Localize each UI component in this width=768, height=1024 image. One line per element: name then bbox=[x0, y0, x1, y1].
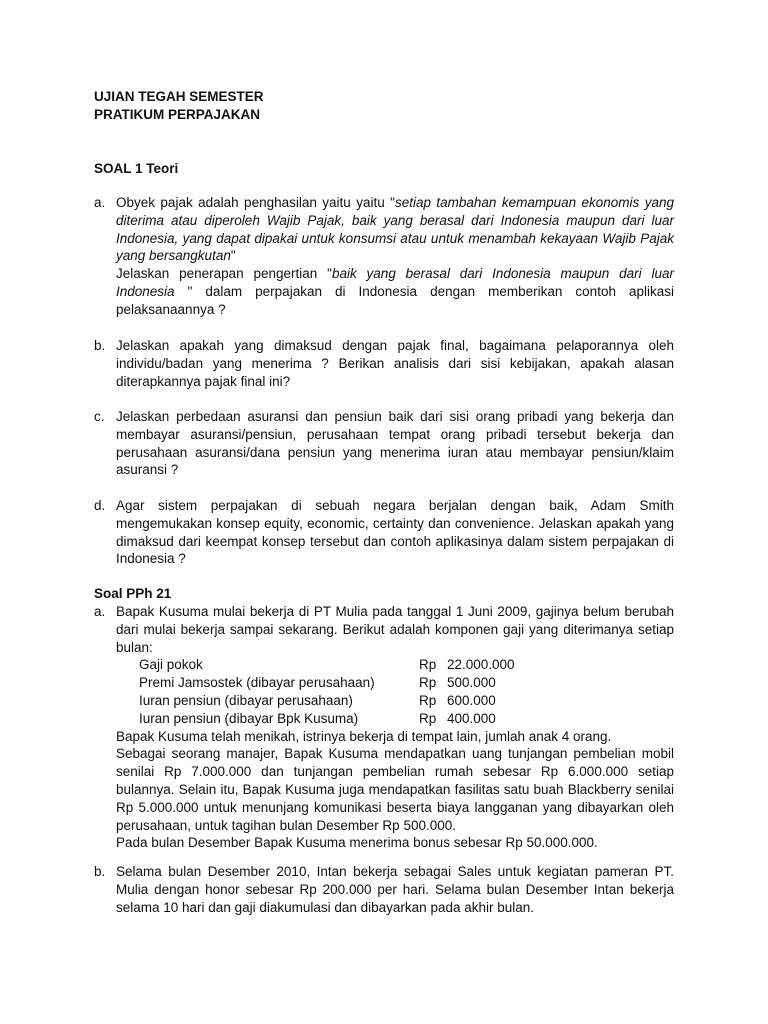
component-currency: Rp bbox=[419, 657, 437, 673]
item-letter: a. bbox=[94, 195, 106, 210]
component-amount: 500.000 bbox=[447, 675, 496, 691]
salary-component-row bbox=[139, 692, 674, 710]
component-currency: Rp bbox=[419, 675, 437, 691]
exam-subtitle: PRATIKUM PERPAJAKAN bbox=[94, 107, 261, 122]
question-item-a bbox=[94, 194, 674, 319]
section-heading-pph21: Soal PPh 21 bbox=[94, 586, 172, 601]
salary-component-row bbox=[139, 710, 674, 728]
question-d-text: Agar sistem perpajakan di sebuah negara berjalan dengan baik, Adam Smith mengemukakan konsep equity, economic, certainty dan convenience. Jelaskan apakah yang dimaksud dari keempat konsep tersebut dan contoh aplikasinya dalam sistem perpajakan di Indonesia ? bbox=[116, 498, 674, 567]
case-a-family: Bapak Kusuma telah menikah, istrinya bekerja di tempat lain, jumlah anak 4 orang. bbox=[116, 728, 612, 744]
question-item-d bbox=[94, 497, 674, 568]
item-letter: d. bbox=[94, 498, 106, 513]
case-a-bonus: Pada bulan Desember Bapak Kusuma menerima bonus sebesar Rp 50.000.000. bbox=[116, 835, 598, 851]
question-a-definition: Obyek pajak adalah penghasilan yaitu yaitu "setiap tambahan kemampuan ekonomis yang diterima atau diperoleh Wajib Pajak, baik yang berasal dari Indonesia maupun dari luar Indonesia, yang dapat dipakai untuk konsumsi atau untuk menambah kekayaan Wajib Pajak yang bersangkutan" bbox=[116, 195, 674, 264]
item-letter: b. bbox=[94, 864, 106, 879]
item-letter: b. bbox=[94, 338, 106, 353]
item-letter: c. bbox=[94, 409, 105, 424]
component-currency: Rp bbox=[419, 710, 437, 726]
component-currency: Rp bbox=[419, 692, 437, 708]
question-c-text: Jelaskan perbedaan asuransi dan pensiun baik dari sisi orang pribadi yang bekerja dan membayar asuransi/pensiun, perusahaan tempat orang pribadi tersebut bekerja dan perusahaan asuransi/dana pensiun yang menerima iuran atau membayar pensiun/klaim asuransi ? bbox=[116, 409, 674, 478]
component-amount: 22.000.000 bbox=[447, 657, 515, 673]
component-label: Gaji pokok bbox=[139, 657, 203, 673]
case-a-allowances: Sebagai seorang manajer, Bapak Kusuma mendapatkan uang tunjangan pembelian mobil senilai Rp 7.000.000 dan tunjangan pembelian rumah sebesar Rp 6.000.000 setiap bulannya. Selain itu, Bapak Kusuma juga mendapatkan fasilitas satu buah Blackberry senilai Rp 5.000.000 untuk menunjang komunikasi beserta biaya langganan yang dibayarkan oleh perusahaan, untuk tagihan bulan Desember Rp 500.000. bbox=[116, 746, 674, 833]
question-item-c bbox=[94, 408, 674, 479]
component-label: Iuran pensiun (dibayar Bpk Kusuma) bbox=[139, 710, 359, 726]
salary-component-row bbox=[139, 656, 674, 674]
component-amount: 400.000 bbox=[447, 710, 496, 726]
case-a-intro: Bapak Kusuma mulai bekerja di PT Mulia pada tanggal 1 Juni 2009, gajinya belum berubah dari mulai bekerja sampai sekarang. Berikut adalah komponen gaji yang diterimanya setiap bulan: bbox=[116, 604, 674, 655]
exam-title: UJIAN TEGAH SEMESTER bbox=[94, 89, 264, 104]
question-b-text: Jelaskan apakah yang dimaksud dengan pajak final, bagaimana pelaporannya oleh individu/badan yang menerima ? Berikan analisis dari sisi kebijakan, apakah alasan diterapkannya pajak final ini? bbox=[116, 338, 674, 389]
question-item-b bbox=[94, 337, 674, 390]
component-label: Premi Jamsostek (dibayar perusahaan) bbox=[139, 675, 375, 691]
salary-component-row bbox=[139, 674, 674, 692]
case-b-text: Selama bulan Desember 2010, Intan bekerja sebagai Sales untuk kegiatan pameran PT. Mulia dengan honor sebesar Rp 200.000 per hari. Selama bulan Desember Intan bekerja selama 10 hari dan gaji diakumulasi dan dibayarkan pada akhir bulan. bbox=[116, 864, 674, 915]
component-amount: 600.000 bbox=[447, 692, 496, 708]
case-item-b bbox=[94, 863, 674, 916]
question-a-prompt: Jelaskan penerapan pengertian "baik yang berasal dari Indonesia maupun dari luar Indonesia " dalam perpajakan di Indonesia dengan memberikan contoh aplikasi pelaksanaannya ? bbox=[116, 266, 674, 317]
item-letter: a. bbox=[94, 604, 106, 619]
component-label: Iuran pensiun (dibayar perusahaan) bbox=[139, 692, 353, 708]
section-heading-soal1: SOAL 1 Teori bbox=[94, 161, 179, 176]
case-item-a bbox=[94, 603, 674, 852]
